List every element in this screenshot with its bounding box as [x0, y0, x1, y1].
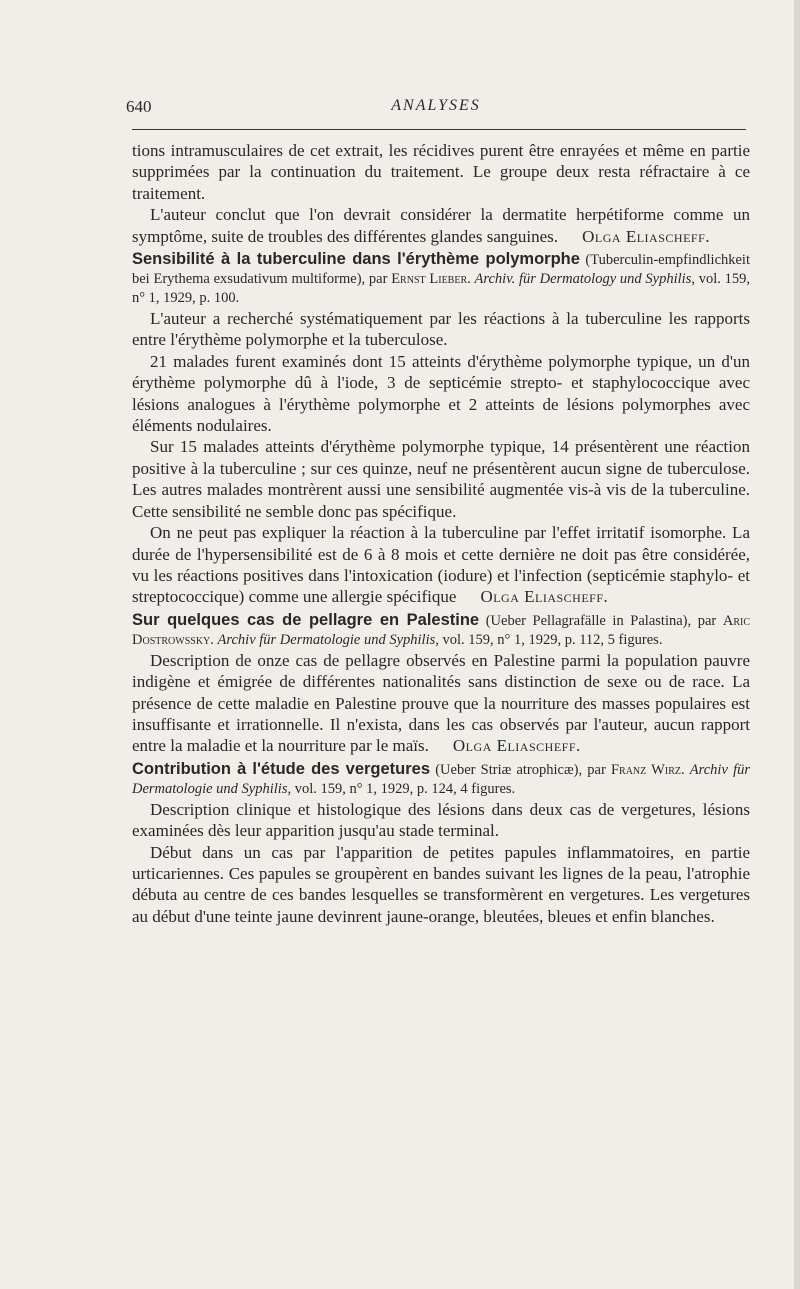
article-paragraph: Sur 15 malades atteints d'érythème polymorphe typique, 14 présentèrent une réaction positive à la tuberculine ; sur ces quinze, neuf ne présentèrent aucun signe de tuberculose. Les autres malades montrèrent aussi une sensibilité augmentée vis-à vis de la tuberculine. Cette sensibilité ne semble donc pas spécifique. — [132, 437, 750, 521]
article-author: Aric Dostrowssky. — [132, 612, 750, 648]
article-author: Franz Wirz. — [610, 761, 685, 778]
article-title: Contribution à l'étude des vergetures — [132, 759, 431, 778]
article-author: Ernst Lieber. — [391, 271, 471, 288]
article-title: Sensibilité à la tuberculine dans l'érythème polymorphe — [132, 250, 580, 269]
page-header — [126, 97, 746, 119]
page-number: 640 — [126, 97, 152, 116]
page-edge — [794, 0, 800, 1289]
article-paragraph: On ne peut pas expliquer la réaction à la tuberculine par l'effet irritatif isomorphe. La durée de l'hypersensibilité est de 6 à 8 mois et cette dernière ne doit pas être considérée, vu les réactions positives dans l'intoxication (iodure) et l'infection (septicémie staphylo- et streptococcique) comme une allergie spécifique Olga Eliascheff. — [132, 523, 750, 607]
signature: Olga Eliascheff. — [452, 736, 581, 756]
article-paragraph: L'auteur a recherché systématiquement par les réactions à la tuberculine les rapports entre l'érythème polymorphe et la tuberculose. — [132, 309, 750, 350]
intro-paragraph: L'auteur conclut que l'on devrait considérer la dermatite herpétiforme comme un symptôme, suite de troubles des différentes glandes sanguines. Olga Eliascheff. — [132, 205, 750, 246]
article-paragraph: Description clinique et histologique des lésions dans deux cas de vergetures, lésions examinées dès leur apparition jusqu'au stade terminal. — [132, 799, 750, 841]
article-paragraph: Description de onze cas de pellagre observés en Palestine parmi la population pauvre indigène et émigrée de différentes nationalités sans distinction de sexe ou de race. La présence de cette maladie en Palestine prouve que la nourriture des masses populaires est insuffisante et irrationnelle. Il n'exista, dans les cas observés par l'auteur, aucun rapport entre la maladie et la nourriture par le maïs. Olga Eliascheff. — [132, 650, 750, 756]
running-title: ANALYSES — [391, 97, 481, 114]
article-heading: Sur quelques cas de pellagre en Palestine (Ueber Pellagrafälle in Palastina), par Aric Dostrowssky. Archiv für Dermatologie und Syphilis, vol. 159, n° 1, 1929, p. 112, 5 figures. — [132, 610, 750, 648]
header-rule — [132, 129, 746, 130]
signature: Olga Eliascheff. — [582, 226, 710, 246]
intro-paragraph: tions intramusculaires de cet extrait, les récidives purent être enrayées et même en partie supprimées par la continuation du traitement. Le groupe deux resta réfractaire à ce traitement. — [132, 141, 750, 203]
article-heading: Sensibilité à la tuberculine dans l'érythème polymorphe (Tuberculin-empfindlichkeit bei Erythema exsudativum multiforme), par Ernst Lieber. Archiv. für Dermatology und Syphilis, vol. 159, n° 1, 1929, p. 100. — [132, 250, 751, 307]
article-paragraph: 21 malades furent examinés dont 15 atteints d'érythème polymorphe typique, un d'un érythème polymorphe dû à l'iode, 3 de septicémie strepto- et staphylococcique avec lésions analogues à l'érythème polymorphe et 2 atteints de lésions polymorphes avec éléments nodulaires. — [132, 351, 750, 436]
page-body — [132, 140, 750, 927]
article-title: Sur quelques cas de pellagre en Palestine — [132, 610, 480, 629]
signature: Olga Eliascheff. — [480, 587, 609, 607]
article-journal: Archiv. für Dermatology und Syphilis, — [474, 271, 695, 288]
article-paragraph: Début dans un cas par l'apparition de petites papules inflammatoires, en partie urticariennes. Ces papules se groupèrent en bandes suivant les lignes de la peau, l'atrophie débuta au centre de ces bandes lesquelles se transformèrent en vergetures. Les vergetures au début d'une teinte jaune devinrent jaune-orange, bleutées, bleues et enfin blanches. — [132, 842, 750, 926]
article-journal: Archiv für Dermatologie und Syphilis, — [132, 761, 750, 797]
article-heading: Contribution à l'étude des vergetures (Ueber Striæ atrophicæ), par Franz Wirz. Archiv für Dermatologie und Syphilis, vol. 159, n° 1, 1929, p. 124, 4 figures. — [132, 759, 750, 797]
article-journal: Archiv für Dermatologie und Syphilis, — [217, 631, 439, 648]
